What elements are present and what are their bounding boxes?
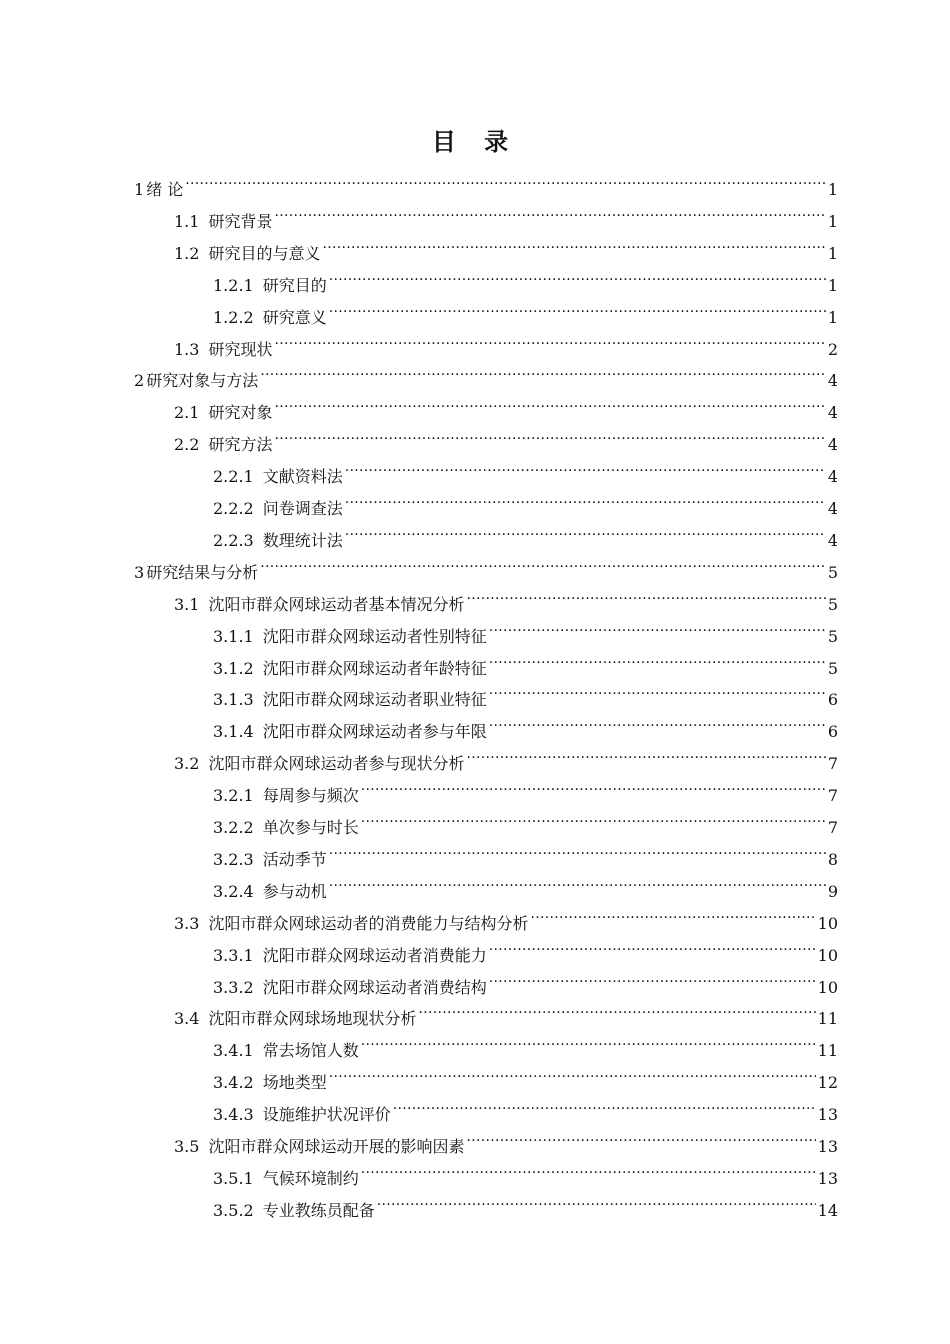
toc-entry-title: 沈阳市群众网球运动者职业特征 [262,690,487,710]
toc-entry-number: 3.1.4 [213,722,254,742]
toc-entry-number: 3.4.1 [213,1041,254,1061]
toc-entry-number: 3 [134,562,145,582]
toc-entry-number: 3.5.1 [213,1168,254,1188]
toc-entry-page: 1 [827,243,838,263]
toc-entry-title: 研究现状 [208,339,273,359]
toc-entry[interactable] [213,833,838,869]
toc-dot-leader [345,482,826,514]
toc-entry-title: 常去场馆人数 [262,1041,359,1061]
toc-entry-title: 研究对象 [208,403,273,423]
toc-entry-page: 5 [827,626,838,646]
toc-entry[interactable] [213,610,838,646]
toc-entry-page: 4 [827,499,838,518]
toc-entry-page: 11 [817,1041,838,1061]
toc-entry-page: 4 [827,435,838,455]
toc-entry-page: 6 [827,690,838,710]
toc-entry-title: 沈阳市群众网球运动开展的影响因素 [208,1137,465,1156]
toc-title: 目 录 [431,128,519,156]
toc-entry-page: 10 [817,945,838,965]
toc-entry-number: 3.5 [174,1137,200,1156]
toc-entry-page: 13 [817,1168,838,1188]
toc-entry-number: 1.3 [174,339,200,359]
toc-entry[interactable] [213,450,838,487]
toc-entry-page: 1 [827,180,838,199]
toc-entry-number: 3.3.1 [213,945,254,965]
toc-entry[interactable] [213,1152,838,1188]
toc-entry[interactable] [174,323,838,359]
toc-entry-title: 数理统计法 [262,530,343,550]
toc-entry[interactable] [213,291,838,327]
toc-entry[interactable] [134,354,838,391]
toc-entry[interactable] [213,514,838,550]
toc-entry-title: 研究方法 [208,435,273,455]
toc-dot-leader [489,929,816,961]
toc-dot-leader [418,992,815,1024]
toc-dot-leader [329,1056,816,1088]
toc-dot-leader [377,1184,816,1216]
toc-entry-number: 3.1.1 [213,626,254,646]
toc-entry-number: 2.2.2 [213,499,254,518]
toc-entry-page: 5 [827,594,838,614]
toc-entry-title: 每周参与频次 [262,786,359,806]
toc-dot-leader [466,737,825,769]
toc-dot-leader [274,418,825,450]
toc-entry-number: 3.1 [174,594,200,614]
toc-entry[interactable] [174,418,838,455]
toc-entry-number: 3.2 [174,754,200,774]
toc-entry-title: 沈阳市群众网球运动者参与现状分析 [208,754,465,774]
toc-entry-page: 10 [817,977,838,997]
toc-entry-number: 3.2.4 [213,881,254,901]
toc-entry[interactable] [174,897,838,933]
toc-entry[interactable] [213,801,838,837]
toc-entry[interactable] [213,673,838,710]
toc-dot-leader [489,673,826,705]
toc-entry-title: 沈阳市群众网球运动者性别特征 [262,626,487,646]
toc-entry-number: 3.4.2 [213,1073,254,1093]
toc-dot-leader [489,610,826,642]
toc-entry-number: 2 [134,371,145,391]
toc-entry-number: 3.2.3 [213,849,254,869]
toc-entry-number: 1.2.1 [213,275,254,295]
toc-entry[interactable] [213,865,838,901]
toc-entry[interactable] [213,769,838,806]
toc-entry[interactable] [174,386,838,423]
toc-entry-title: 单次参与时长 [262,818,359,837]
toc-entry-title: 研究意义 [262,307,327,327]
toc-entry-page: 1 [827,307,838,327]
toc-entry[interactable] [213,961,838,997]
toc-entry-page: 7 [827,754,838,774]
toc-dot-leader [466,1120,815,1152]
toc-entry-page: 11 [817,1009,838,1029]
toc-entry-title: 问卷调查法 [262,499,343,518]
toc-dot-leader [345,450,826,482]
toc-entry-number: 3.3 [174,913,200,933]
toc-dot-leader [274,386,825,418]
toc-entry-number: 1.2.2 [213,307,254,327]
toc-entry-title: 沈阳市群众网球运动者的消费能力与结构分析 [208,913,529,933]
toc-entry-page: 5 [827,562,838,582]
toc-dot-leader [361,1152,816,1184]
toc-entry-title: 沈阳市群众网球运动者参与年限 [262,722,487,742]
toc-entry[interactable] [213,929,838,965]
toc-entry[interactable] [174,578,838,614]
toc-entry-number: 3.4.3 [213,1105,254,1125]
toc-entry-number: 1.1 [174,211,200,231]
toc-dot-leader [466,578,825,610]
toc-entry-page: 7 [827,818,838,837]
toc-dot-leader [329,291,826,323]
toc-dot-leader [489,961,816,993]
toc-entry-title: 活动季节 [262,849,327,869]
toc-entry[interactable] [213,1184,838,1220]
toc-dot-leader [345,514,826,546]
toc-entry-number: 3.3.2 [213,977,254,997]
toc-entry-number: 3.1.3 [213,690,254,710]
toc-entry-number: 3.5.2 [213,1200,254,1220]
toc-entry-page: 5 [827,658,838,678]
toc-dot-leader [329,259,826,291]
toc-dot-leader [361,769,826,801]
toc-entry-title: 专业教练员配备 [262,1200,375,1220]
toc-dot-leader [361,801,826,833]
toc-entry-title: 沈阳市群众网球运动者年龄特征 [262,658,487,678]
toc-entry[interactable] [213,482,838,518]
toc-entry-number: 3.1.2 [213,658,254,678]
toc-dot-leader [489,642,826,674]
toc-entry-page: 10 [817,913,838,933]
toc-entry[interactable] [213,1056,838,1093]
toc-dot-leader [322,227,825,259]
toc-entry-page: 8 [827,849,838,869]
toc-entry-page: 14 [817,1200,838,1220]
toc-entry-page: 4 [827,530,838,550]
toc-entry-page: 4 [827,371,838,391]
toc-entry[interactable] [174,195,838,231]
toc-dot-leader [489,705,826,737]
toc-entry-title: 绪 论 [146,180,184,199]
toc-entry[interactable] [213,642,838,678]
toc-entry-page: 9 [827,881,838,901]
toc-dot-leader [260,546,826,578]
toc-entry-number: 2.2.1 [213,467,254,487]
toc-entry-title: 参与动机 [262,881,327,901]
toc-dot-leader [329,865,826,897]
toc-entry-number: 2.1 [174,403,200,423]
toc-entry[interactable] [134,546,838,582]
toc-entry-number: 3.2.2 [213,818,254,837]
toc-entry-page: 4 [827,467,838,487]
toc-entry-title: 研究目的 [262,275,327,295]
toc-entry[interactable] [174,737,838,774]
toc-dot-leader [393,1088,816,1120]
toc-entry-title: 沈阳市群众网球运动者消费能力 [262,945,487,965]
toc-entry-page: 4 [827,403,838,423]
toc-dot-leader [274,195,825,227]
toc-entry[interactable] [213,705,838,742]
toc-dot-leader [274,323,825,355]
toc-entry-number: 2.2 [174,435,200,455]
toc-entry-number: 2.2.3 [213,530,254,550]
toc-entry-title: 文献资料法 [262,467,343,487]
toc-entry[interactable] [174,227,838,263]
toc-entry-title: 沈阳市群众网球场地现状分析 [208,1009,417,1029]
toc-entry-page: 7 [827,786,838,806]
toc-dot-leader [361,1024,816,1056]
toc-dot-leader [185,163,826,195]
toc-entry[interactable] [174,1120,838,1156]
toc-entry-page: 1 [827,275,838,295]
toc-entry-number: 3.2.1 [213,786,254,806]
toc-dot-leader [329,833,826,865]
toc-entry-page: 2 [827,339,838,359]
toc-dot-leader [260,354,826,386]
toc-entry-page: 12 [817,1073,838,1093]
toc-entry-title: 场地类型 [262,1073,327,1093]
toc-entry-title: 设施维护状况评价 [262,1105,391,1125]
toc-entry-title: 研究对象与方法 [146,371,259,391]
toc-entry[interactable] [213,1088,838,1125]
toc-entry-number: 3.4 [174,1009,200,1029]
toc-dot-leader [530,897,815,929]
toc-entry[interactable] [213,259,838,295]
toc-entry-title: 气候环境制约 [262,1168,359,1188]
toc-entry[interactable] [213,1024,838,1061]
toc-entry-page: 1 [827,211,838,231]
toc-entry-title: 研究结果与分析 [146,562,259,582]
toc-entry[interactable] [174,992,838,1029]
toc-entry-page: 6 [827,722,838,742]
toc-entry-title: 研究目的与意义 [208,243,321,263]
toc-entry-title: 沈阳市群众网球运动者基本情况分析 [208,594,465,614]
toc-entry[interactable] [134,163,838,199]
toc-entry-title: 沈阳市群众网球运动者消费结构 [262,977,487,997]
toc-entry-number: 1 [134,180,145,199]
toc-entry-page: 13 [817,1137,838,1156]
toc-entry-title: 研究背景 [208,211,273,231]
toc-entry-page: 13 [817,1105,838,1125]
toc-entry-number: 1.2 [174,243,200,263]
